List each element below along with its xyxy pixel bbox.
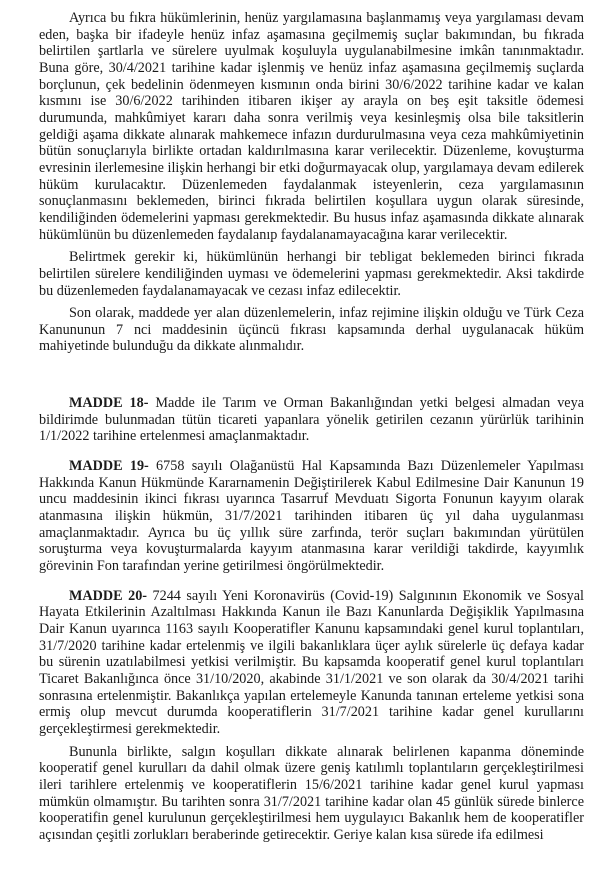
madde-18-number: MADDE 18- — [69, 395, 149, 412]
madde-18-text: Madde ile Tarım ve Orman Bakanlığından yetki belgesi almadan veya bildirimde bulunmadan tütün ticareti yapanlara yönelik getirilen cezanın yürürlük tarihinin 1/1/2022 tarihine ertelenmesi amaçlanmaktadır. — [39, 395, 584, 445]
madde-19-number: MADDE 19- — [69, 458, 149, 475]
madde-18-paragraph — [39, 395, 584, 445]
paragraph-belirtmek-gerekir: Belirtmek gerekir ki, hükümlünün herhangi bir tebligat beklemeden birinci fıkrada belirtilen sürelere kendiliğinden uyması ve ödemelerini yapması gerekmektedir. Aksi takdirde bu düzenlemeden faydalanamayacak ve cezası infaz edilecektir. — [39, 249, 584, 299]
madde-19-paragraph — [39, 458, 584, 575]
paragraph-fikra-hukumleri: Ayrıca bu fıkra hükümlerinin, henüz yargılamasına başlanmamış veya yargılaması devam eden, başka bir ifadeyle henüz infaz aşamasına geçilmemiş suçlar bakımından, bu fıkrada belirtilen şartlarla ve sürelere uyulmak koşuluyla uygulanabilmesine imkân tanınmaktadır. Buna göre, 30/4/2021 tarihine kadar işlenmiş ve henüz infaz aşamasına geçilmemiş suçlarda borçlunun, çek bedelinin ödenmeyen kısmının onda birini 30/6/2022 tarihine kadar ve kalan kısmını ise 30/6/2022 tarihinden itibaren ikişer ay arayla on beş eşit taksitle ödemesi durumunda, mahkûmiyet kararı daha sonra verilmiş veya kesinleşmiş olsa bile taksitlerin geldiği aşama dikkate alınarak mahkemece infazın durdurulmasına veya ceza mahkûmiyetinin bütün sonuçlarıyla birlikte ortadan kaldırılmasına karar verilecektir. Düzenleme, kovuşturma evresinin ilerlemesine ilişkin herhangi bir etki doğurmayacak olup, yargılamaya devam edilerek hüküm kurulacaktır. Düzenlemeden faydalanmak isteyenlerin, ceza yargılamasının sonuçlanmasını beklemeden, birinci fıkrada belirtilen koşullara uygun olarak süresinde, kendiliğinden ödemelerini yapması gerekmektedir. Bu husus infaz aşamasında dikkate alınarak hükümlünün bu düzenlemeden faydalanıp faydalanamayacağına karar verilecektir. — [39, 10, 584, 243]
madde-20-text: 7244 sayılı Yeni Koronavirüs (Covid-19) Salgınının Ekonomik ve Sosyal Hayata Etkilerinin Azaltılması Hakkında Kanun ile Bazı Kanunlarda Değişiklik Yapılmasına Dair Kanun uyarınca 1163 sayılı Kooperatifler Kanunu kapsamındaki genel kurul toplantıları, 31/7/2020 tarihine kadar ertelenmiş ve ilgili bakanlıklara üçer aylık sürelerle üç defaya kadar bu sürenin uzatılabilmesi yetkisi verilmiştir. Bu kapsamda kooperatif genel kurul toplantıları Ticaret Bakanlığınca önce 31/10/2020, akabinde 31/1/2021 ve son olarak da 30/4/2021 tarihi sonrasına ertelenmiştir. Bakanlıkça yapılan ertelemeyle Kanunda tanınan erteleme yetkisi sona ermiş olup mevcut durumda kooperatiflerin 31/7/2021 tarihine kadar genel kurullarını gerçekleştirmesi gerekmektedir. — [39, 587, 584, 737]
madde-20-paragraph — [39, 588, 584, 738]
paragraph-son-olarak: Son olarak, maddede yer alan düzenlemelerin, infaz rejimine ilişkin olduğu ve Türk Ceza Kanununun 7 nci maddesinin üçüncü fıkrası kapsamında derhal uygulanacak hüküm mahiyetinde bulunduğu da dikkate alınmalıdır. — [39, 305, 584, 355]
paragraph-bununla-birlikte: Bununla birlikte, salgın koşulları dikkate alınarak belirlenen kapanma döneminde kooperatif genel kurulları da dahil olmak üzere geniş katılımlı toplantıların gerçekleştirilmesi ileri tarihlere ertelenmiş ve kooperatiflerin 15/6/2021 tarihine kadar genel kurul yapması mümkün olmamıştır. Bu tarihten sonra 31/7/2021 tarihine kadar olan 45 günlük sürede binlerce kooperatifin genel kurulunun gerçekleştirilmesi hem uygulayıcı Bakanlık hem de kooperatifler açısından çeşitli zorlukları beraberinde getirecektir. Geriye kalan kısa sürede ifa edilmesi — [39, 743, 584, 843]
madde-20-number: MADDE 20- — [69, 587, 148, 604]
document-page — [39, 10, 584, 844]
madde-19-text: 6758 sayılı Olağanüstü Hal Kapsamında Bazı Düzenlemeler Yapılması Hakkında Kanun Hükmünde Kararnamenin Değiştirilerek Kabul Edilmesine Dair Kanunun 19 uncu maddesinin ikinci fıkrası uyarınca Tasarruf Mevduatı Sigorta Fonunun kayyım olarak atanmasına ilişkin hükmün, 31/7/2021 tarihinden itibaren üç yıl daha uygulanması amaçlanmaktadır. Ayrıca bu üç yıllık süre zarfında, terör suçları bakımından yürütülen soruşturma veya kovuşturmalarda kayyım atanmasına karar verildiği takdirde, kayyımlık görevinin Fon tarafından yerine getirilmesi öngörülmektedir. — [39, 458, 584, 575]
